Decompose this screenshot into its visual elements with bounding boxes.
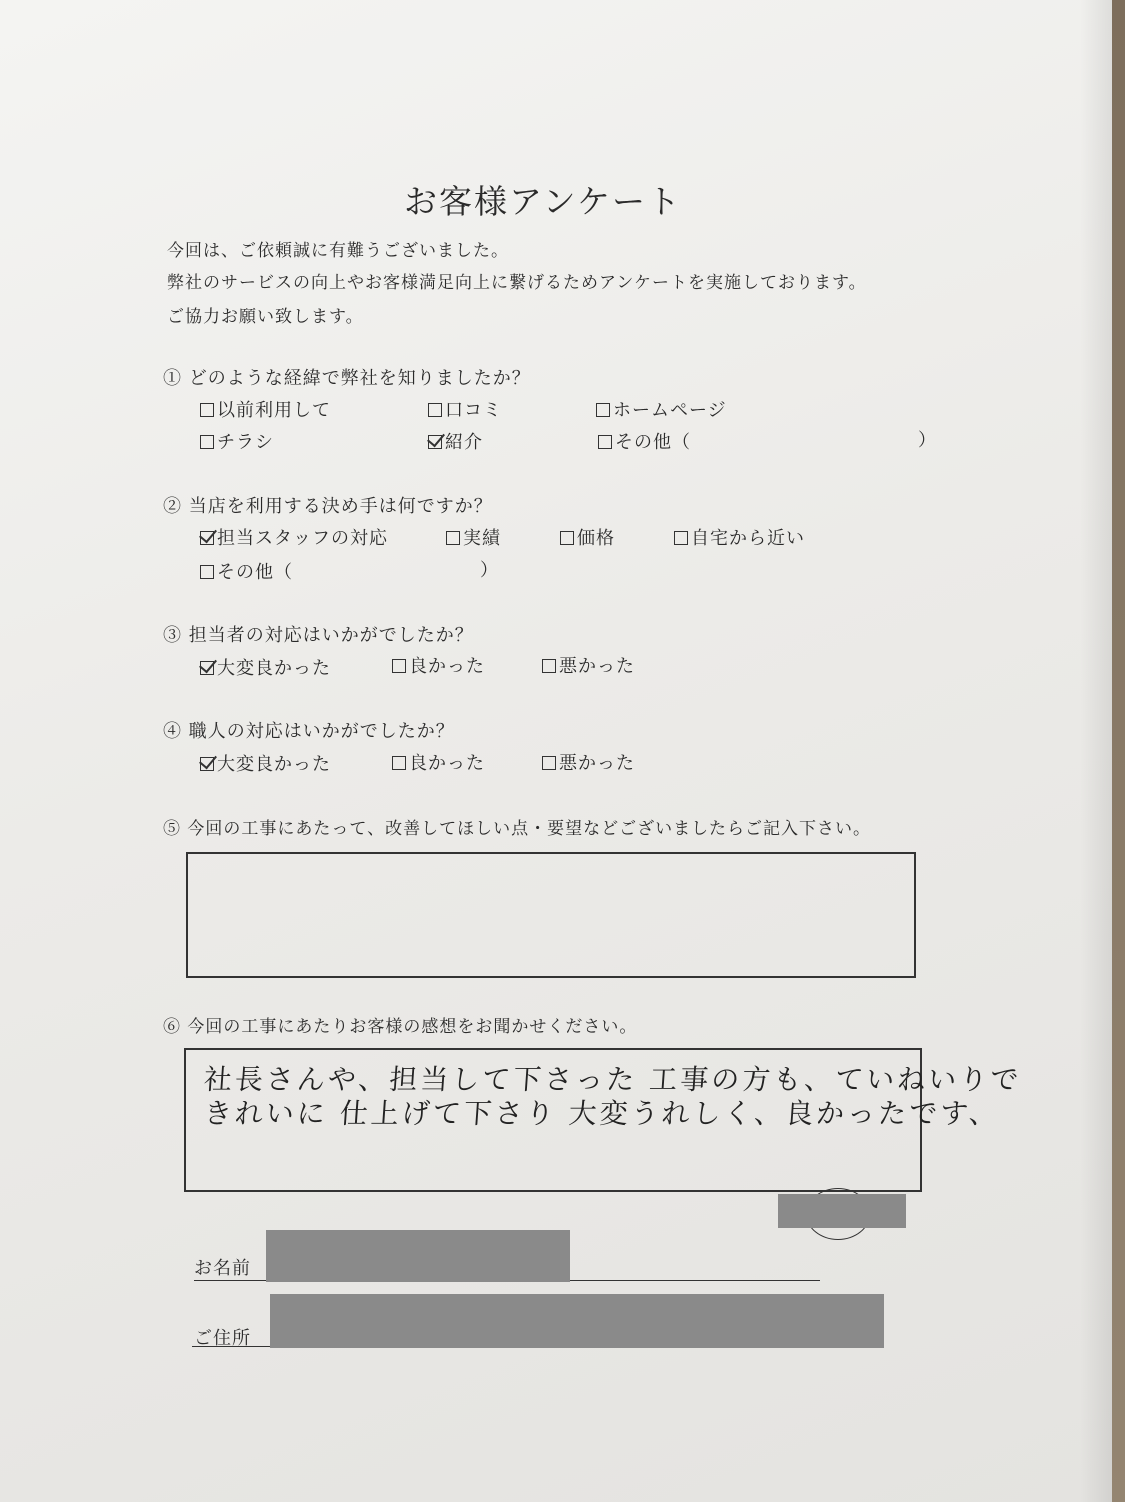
checkbox-icon	[200, 565, 214, 579]
paper-shadow	[1080, 0, 1112, 1502]
question-2: ② 当店を利用する決め手は何ですか？	[163, 496, 493, 517]
checkbox-checked-icon	[428, 435, 442, 449]
address-redaction-block	[270, 1294, 884, 1348]
q2-option-near-home[interactable]: 自宅から近い	[674, 524, 805, 550]
q4-option-good[interactable]: 良かった	[392, 749, 485, 775]
checkbox-icon	[428, 403, 442, 417]
q2-option-staff[interactable]: 担当スタッフの対応	[200, 524, 388, 550]
q4-option-bad[interactable]: 悪かった	[542, 749, 635, 775]
checkbox-icon	[392, 756, 406, 770]
q1-option-referral[interactable]: 紹介	[428, 428, 483, 454]
q6-answer-line-1: 社長さんや、担当して下さった 工事の方も、ていねいりで	[202, 1063, 1023, 1096]
redaction-block	[778, 1194, 906, 1228]
q2-option-track-record[interactable]: 実績	[446, 524, 501, 550]
address-label: ご住所	[194, 1328, 251, 1349]
question-5: ⑤ 今回の工事にあたって、改善してほしい点・要望などございましたらご記入下さい。	[163, 819, 872, 839]
checkbox-icon	[542, 756, 556, 770]
checkbox-icon	[560, 531, 574, 545]
q5-answer-box[interactable]	[186, 852, 916, 978]
q1-option-homepage[interactable]: ホームページ	[596, 396, 727, 422]
q2-option-price[interactable]: 価格	[560, 524, 615, 550]
q1-option-previous-use[interactable]: 以前利用して	[200, 396, 331, 422]
intro-line-2: 弊社のサービスの向上やお客様満足向上に繋げるためアンケートを実施しております。	[167, 273, 867, 293]
question-3: ③ 担当者の対応はいかがでしたか？	[163, 625, 474, 646]
checkbox-checked-icon	[200, 757, 214, 771]
page-title: お客様アンケート	[404, 182, 683, 221]
checkbox-icon	[392, 659, 406, 673]
checkbox-icon	[596, 403, 610, 417]
checkbox-icon	[542, 659, 556, 673]
checkbox-icon	[200, 403, 214, 417]
name-redaction-block	[266, 1230, 570, 1282]
checkbox-icon	[446, 531, 460, 545]
question-4: ④ 職人の対応はいかがでしたか？	[163, 721, 455, 742]
q6-answer-line-2: きれいに 仕上げて下さり 大変うれしく、良かったです、	[202, 1097, 1002, 1130]
q2-other-close-paren: ）	[480, 560, 499, 581]
intro-line-1: 今回は、ご依頼誠に有難うございました。	[167, 241, 509, 261]
checkbox-checked-icon	[200, 531, 214, 545]
checkbox-icon	[598, 435, 612, 449]
q3-option-good[interactable]: 良かった	[392, 652, 485, 678]
q1-option-other[interactable]: その他（	[598, 428, 691, 454]
name-label: お名前	[194, 1258, 251, 1279]
checkbox-icon	[674, 531, 688, 545]
q1-option-flyer[interactable]: チラシ	[200, 428, 274, 454]
q3-option-very-good[interactable]: 大変良かった	[200, 654, 331, 680]
checkbox-icon	[200, 435, 214, 449]
q2-option-other[interactable]: その他（	[200, 558, 293, 584]
intro-line-3: ご協力お願い致します。	[167, 307, 364, 327]
question-1: ① どのような経緯で弊社を知りましたか？	[163, 368, 531, 389]
q3-option-bad[interactable]: 悪かった	[542, 652, 635, 678]
q4-option-very-good[interactable]: 大変良かった	[200, 750, 331, 776]
question-6: ⑥ 今回の工事にあたりお客様の感想をお聞かせください。	[163, 1017, 638, 1037]
q1-option-word-of-mouth[interactable]: 口コミ	[428, 396, 502, 422]
q1-other-close-paren: ）	[918, 430, 937, 451]
checkbox-checked-icon	[200, 661, 214, 675]
